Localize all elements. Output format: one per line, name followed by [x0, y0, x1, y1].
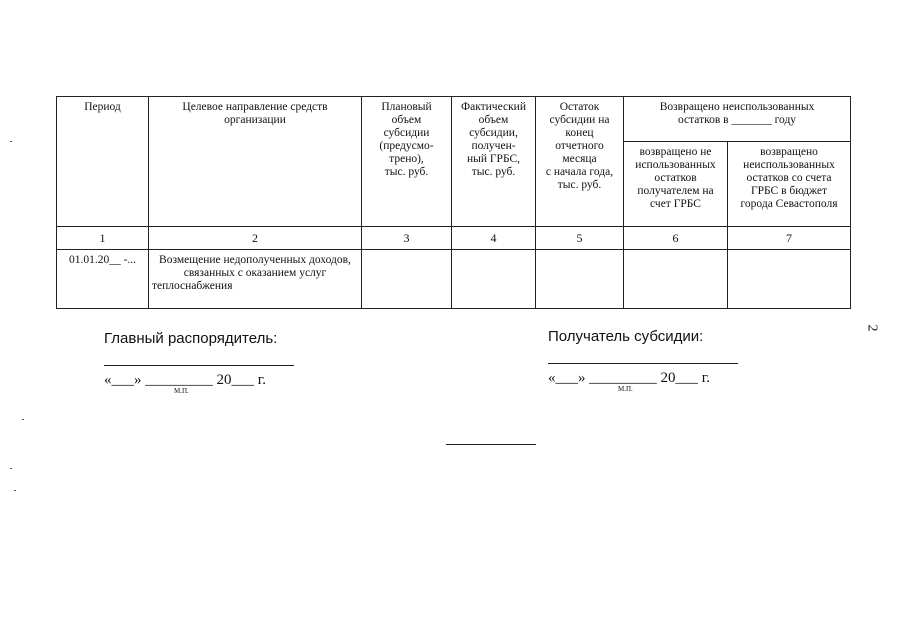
- cell-returned-to-grbs: [624, 250, 728, 309]
- header-purpose: Целевое направление средств организации: [149, 97, 362, 227]
- chief-signature-line: [104, 365, 294, 366]
- cell-returned-to-budget: [728, 250, 851, 309]
- recipient-stamp-label: М.П.: [618, 385, 633, 393]
- scan-speck: [10, 468, 12, 469]
- header-planned: Плановый объем субсидии (предусмо- трено), тыс. руб.: [362, 97, 452, 227]
- column-numbers-row: [57, 227, 851, 250]
- signature-block-recipient: [548, 328, 738, 393]
- cell-planned: [362, 250, 452, 309]
- chief-title: Главный распорядитель:: [104, 330, 278, 347]
- scan-speck: [14, 490, 16, 491]
- header-returned-to-budget: возвращено неиспользованных остатков со счета ГРБС в бюджет города Севастополя: [728, 142, 851, 227]
- page-number: 2: [864, 324, 880, 332]
- scan-speck: [22, 419, 24, 420]
- column-number: 1: [57, 227, 149, 250]
- column-number: 6: [624, 227, 728, 250]
- cell-remainder: [536, 250, 624, 309]
- column-number: 3: [362, 227, 452, 250]
- header-returned-to-grbs: возвращено не использованных остатков получателем на счет ГРБС: [624, 142, 728, 227]
- subsidy-report-table: [56, 96, 851, 309]
- chief-date: «___» _________ 20___ г.: [104, 372, 266, 388]
- scan-speck: [10, 141, 12, 142]
- cell-actual: [452, 250, 536, 309]
- header-returned-group: Возвращено неиспользованных остатков в _______ году: [624, 97, 851, 142]
- column-number: 7: [728, 227, 851, 250]
- recipient-title: Получатель субсидии:: [548, 328, 704, 345]
- closing-line: [446, 444, 536, 445]
- cell-period: 01.01.20__ -...: [57, 250, 149, 309]
- recipient-signature-line: [548, 363, 738, 364]
- signature-block-chief: [104, 330, 294, 395]
- table-row: [57, 250, 851, 309]
- header-period: Период: [57, 97, 149, 227]
- chief-stamp-label: М.П.: [174, 387, 189, 395]
- header-remainder: Остаток субсидии на конец отчетного месяца с начала года, тыс. руб.: [536, 97, 624, 227]
- header-actual: Фактический объем субсидии, получен- ный ГРБС, тыс. руб.: [452, 97, 536, 227]
- recipient-date: «___» _________ 20___ г.: [548, 370, 710, 386]
- column-number: 2: [149, 227, 362, 250]
- cell-purpose: Возмещение недополученных доходов, связанных с оказанием услуг теплоснабжения: [149, 250, 362, 309]
- column-number: 5: [536, 227, 624, 250]
- column-number: 4: [452, 227, 536, 250]
